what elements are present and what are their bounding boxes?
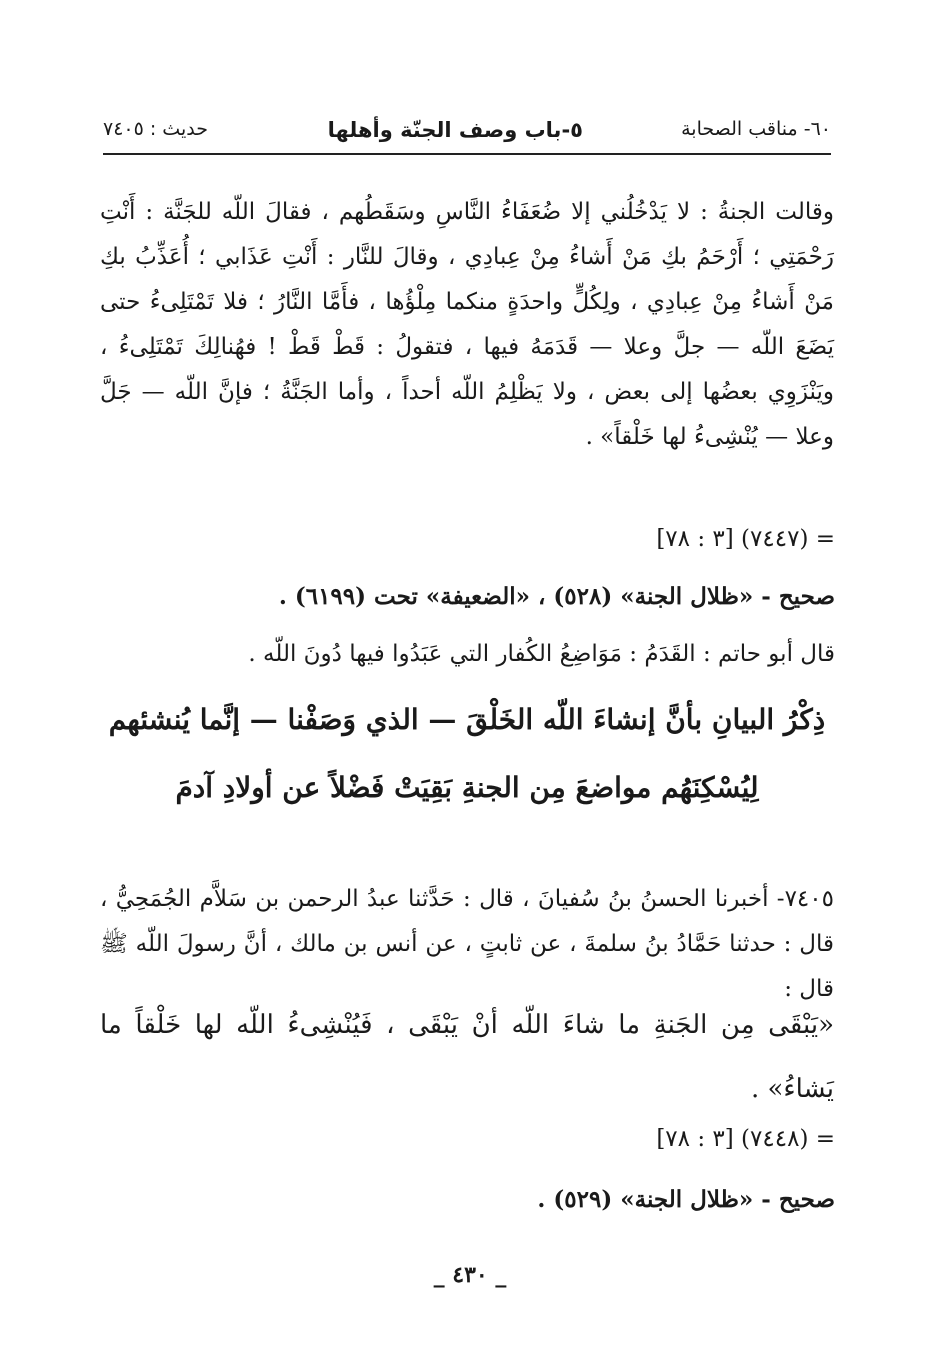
cross-reference-2: = (٧٤٤٨) [٣ : ٧٨] (656, 1126, 835, 1152)
hadith-7405-isnad: ٧٤٠٥- أخبرنا الحسنُ بنُ سُفيانَ ، قال : حَدَّثنا عبدُ الرحمن بن سَلاَّم الجُمَحِيُّ ، قال : حدثنا حَمَّادُ بنُ سلمةَ ، عن ثابتٍ ، عن أنس بن مالك ، أنَّ رسولَ اللّه ﷺ قال : (100, 886, 834, 1002)
running-header (103, 112, 831, 152)
header-section-title: ٥-باب وصف الجنّة وأهلها (327, 118, 583, 142)
page-number: _ ٤٣٠ _ (433, 1262, 507, 1288)
header-hadith-ref: حديث : ٧٤٠٥ (103, 118, 208, 140)
abu-hatim-comment: قال أبو حاتم : القَدَمُ : مَوَاضِعُ الكُفار التي عَبَدُوا فيها دُونَ اللّه . (248, 641, 835, 667)
header-book-chapter: ٦٠- مناقب الصحابة (681, 118, 831, 140)
header-rule (103, 153, 831, 155)
grading-note-1: صحيح - «ظلال الجنة» (٥٢٨) ، «الضعيفة» تحت (٦١٩٩) . (278, 583, 835, 610)
grading-note-2: صحيح - «ظلال الجنة» (٥٢٩) . (537, 1186, 835, 1213)
hadith-continuation-paragraph: وقالت الجنةُ : لا يَدْخُلُني إلا ضُعَفَاءُ النَّاسِ وسَقَطُهم ، فقالَ اللّه للجَنَّة : أَنْتِ رَحْمَتِي ؛ أَرْحَمُ بكِ مَنْ أَشاءُ مِنْ عِبادِي ، وقالَ للنَّار : أَنْتِ عَذَابي ؛ أُعَذِّبُ بكِ مَنْ أَشاءُ مِنْ عِبادِي ، ولِكُلٍّ واحدَةٍ منكما مِلْؤُها ، فأَمَّا النَّارُ ؛ فلا تَمْتَلِىءُ حتى يَضَعَ اللّه — جلَّ وعلا — قَدَمَهُ فيها ، فتقولُ : قَطْ قَطْ ! فهُنالِكَ تَمْتَلِىءُ ، ويَنْزَوِي بعضُها إلى بعض ، ولا يَظْلِمُ اللّه أحداً ، وأما الجَنَّةُ ؛ فإنَّ اللّه — جَلَّ وعلا — يُنْشِىءُ لها خَلْقاً» . (100, 199, 834, 450)
cross-reference-1: = (٧٤٤٧) [٣ : ٧٨] (656, 526, 835, 552)
hadith-7405-text: «يَبْقَى مِن الجَنةِ ما شاءَ اللّه أنْ يَبْقَى ، فَيُنْشِىءُ اللّه لها خَلْقاً ما يَشاءُ» . (100, 1010, 834, 1104)
chapter-heading: ذِكْرُ البيانِ بأنَّ إنشاءَ اللّه الخَلْقَ — الذي وَصَفْنا — إنَّما يُنشئهم لِيُسْكِنَهُم مواضعَ مِن الجنةِ بَقِيَتْ فَضْلاً عن أولادِ آدمَ (108, 703, 826, 804)
